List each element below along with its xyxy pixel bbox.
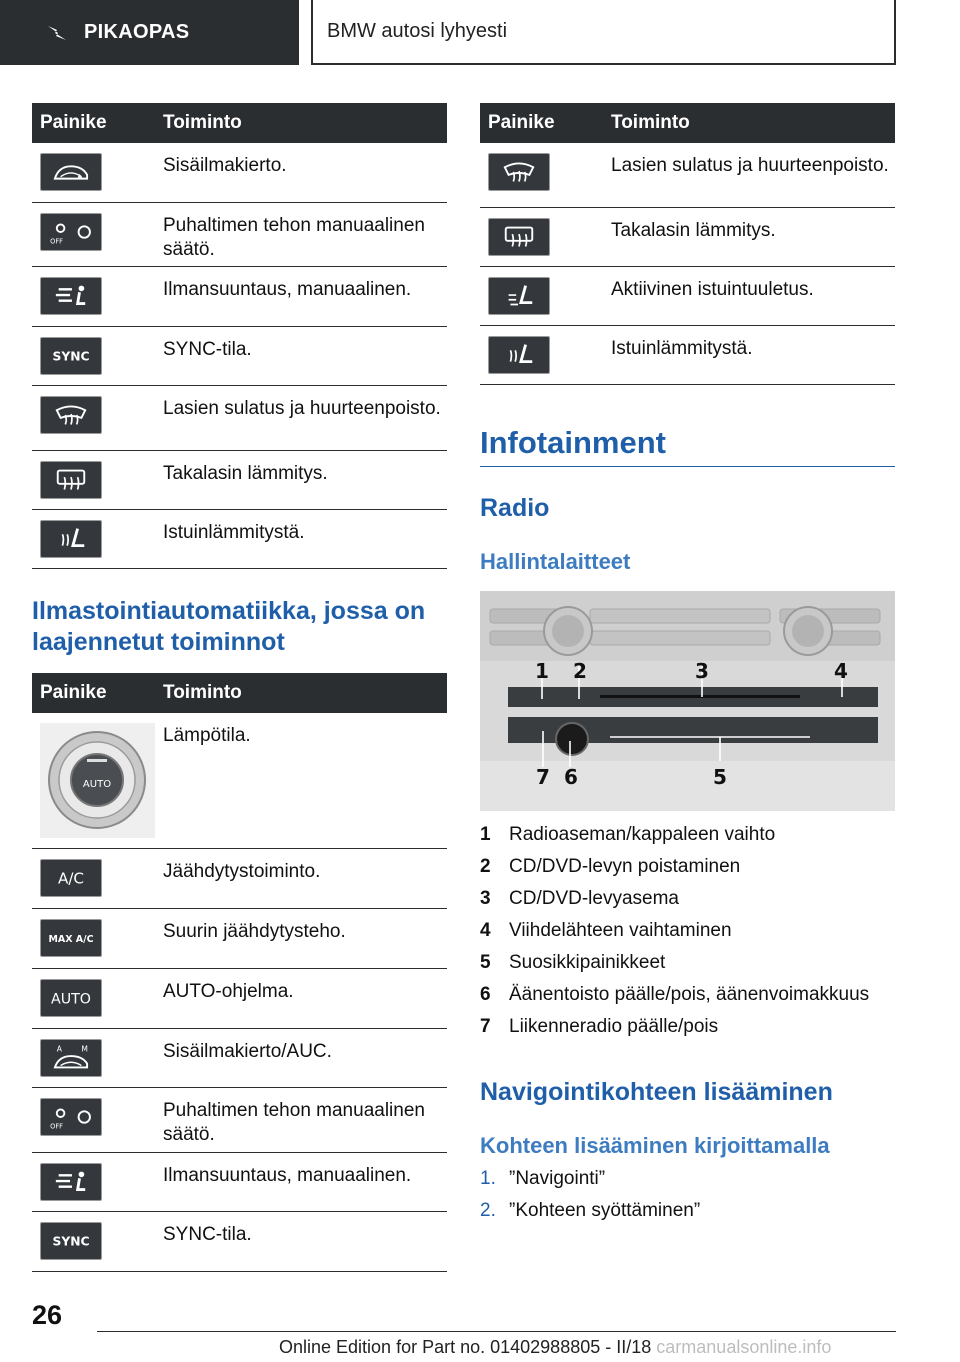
row-description: Istuinlämmitystä. xyxy=(611,338,753,359)
row-description: Sisäilmakierto. xyxy=(163,155,287,176)
climate-buttons-table-continued xyxy=(480,103,895,385)
row-description: Puhaltimen tehon manuaalinen säätö. xyxy=(163,215,425,260)
recirculation-auc-icon xyxy=(40,1039,102,1077)
heading-rule xyxy=(480,466,895,467)
row-description: Lämpötila. xyxy=(163,725,251,746)
column-header-button: Painike xyxy=(40,112,107,133)
table-row xyxy=(32,203,447,267)
radio-panel-photo xyxy=(480,591,895,811)
auto-button-icon xyxy=(40,979,102,1017)
svg-text:MAX A/C: MAX A/C xyxy=(48,933,94,945)
row-description: Lasien sulatus ja huurteenpoisto. xyxy=(611,155,889,176)
watermark: carmanualsonline.info xyxy=(656,1337,832,1357)
table-row xyxy=(32,451,447,510)
row-description: Takalasin lämmitys. xyxy=(163,463,328,484)
rear-window-heating-icon xyxy=(488,218,550,256)
callout-5: 5 xyxy=(713,765,727,789)
table-row xyxy=(32,969,447,1029)
svg-text:OFF: OFF xyxy=(50,1122,64,1131)
seat-ventilation-icon xyxy=(488,277,550,315)
recirculation-icon xyxy=(40,153,102,191)
table-row xyxy=(480,267,895,326)
table-row xyxy=(32,713,447,849)
row-description: Puhaltimen tehon manuaalinen säätö. xyxy=(163,1100,425,1145)
extended-climate-table xyxy=(32,673,447,1272)
seat-heating-icon xyxy=(488,336,550,374)
footer-edition xyxy=(279,1337,831,1358)
section-tab xyxy=(0,0,299,65)
row-description: SYNC-tila. xyxy=(163,1224,252,1245)
table-row xyxy=(32,1029,447,1088)
table-row xyxy=(32,327,447,386)
svg-text:SYNC: SYNC xyxy=(52,349,90,364)
svg-text:A/C: A/C xyxy=(57,869,85,888)
table-header xyxy=(32,103,447,143)
table-row xyxy=(480,143,895,208)
svg-text:A: A xyxy=(56,1044,62,1054)
row-description: Jäähdytystoiminto. xyxy=(163,861,321,882)
table-row xyxy=(32,1212,447,1272)
navigation-heading: Navigointikohteen lisääminen xyxy=(480,1078,833,1106)
svg-text:AUTO: AUTO xyxy=(82,779,112,790)
footer-rule xyxy=(97,1331,896,1332)
section-heading-climate: Ilmastointiautomatiikka, jossa on laajennetut toiminnot xyxy=(32,597,426,656)
rear-window-heating-icon xyxy=(40,461,102,499)
svg-text:M: M xyxy=(81,1044,88,1054)
row-description: Suurin jäähdytysteho. xyxy=(163,921,346,942)
svg-text:AUTO: AUTO xyxy=(51,991,91,1008)
callout-4: 4 xyxy=(834,659,848,683)
row-description: Lasien sulatus ja huurteenpoisto. xyxy=(163,398,441,419)
column-header-function: Toiminto xyxy=(611,112,690,133)
section-label: PIKAOPAS xyxy=(84,21,190,43)
callout-2: 2 xyxy=(573,659,587,683)
ac-button-icon xyxy=(40,859,102,897)
fan-speed-icon xyxy=(40,213,102,251)
max-ac-button-icon xyxy=(40,919,102,957)
table-row xyxy=(480,208,895,267)
column-header-button: Painike xyxy=(40,682,107,703)
radio-heading: Radio xyxy=(480,494,550,522)
radio-controls-illustration xyxy=(480,591,895,811)
row-description: Istuinlämmitystä. xyxy=(163,522,305,543)
row-description: Sisäilmakierto/AUC. xyxy=(163,1041,332,1062)
windshield-defrost-icon xyxy=(488,153,550,191)
seat-heating-icon xyxy=(40,520,102,558)
callout-3: 3 xyxy=(695,659,709,683)
table-row xyxy=(32,386,447,451)
row-description: Ilmansuuntaus, manuaalinen. xyxy=(163,1165,412,1186)
callout-1: 1 xyxy=(535,659,549,683)
windshield-defrost-icon xyxy=(40,396,102,434)
temperature-dial-icon xyxy=(40,723,155,838)
controls-heading: Hallintalaitteet xyxy=(480,549,631,574)
row-description: AUTO-ohjelma. xyxy=(163,981,294,1002)
infotainment-heading: Infotainment xyxy=(480,425,666,460)
column-header-button: Painike xyxy=(488,112,555,133)
table-header xyxy=(480,103,895,143)
lightning-bolt-icon xyxy=(44,20,70,46)
table-row xyxy=(32,849,447,909)
table-header xyxy=(32,673,447,713)
column-header-function: Toiminto xyxy=(163,112,242,133)
air-distribution-icon xyxy=(40,277,102,315)
navigation-subheading: Kohteen lisääminen kirjoittamalla xyxy=(480,1133,830,1158)
sync-button-icon xyxy=(40,1222,102,1260)
edition-text: Online Edition for Part no. 01402988805 - II/18 xyxy=(279,1337,652,1357)
callout-6: 6 xyxy=(564,765,578,789)
chapter-title: BMW autosi lyhyesti xyxy=(311,0,896,65)
sync-button-icon xyxy=(40,337,102,375)
row-description: Ilmansuuntaus, manuaalinen. xyxy=(163,279,412,300)
table-row xyxy=(32,510,447,569)
page-number: 26 xyxy=(32,1300,63,1330)
row-description: Aktiivinen istuintuuletus. xyxy=(611,279,814,300)
row-description: Takalasin lämmitys. xyxy=(611,220,776,241)
table-row xyxy=(32,1153,447,1212)
svg-text:SYNC: SYNC xyxy=(52,1234,90,1249)
column-header-function: Toiminto xyxy=(163,682,242,703)
table-row xyxy=(32,143,447,203)
climate-buttons-table xyxy=(32,103,447,569)
air-distribution-icon xyxy=(40,1163,102,1201)
callout-7: 7 xyxy=(536,765,550,789)
table-row xyxy=(32,1088,447,1153)
table-row xyxy=(32,909,447,969)
row-description: SYNC-tila. xyxy=(163,339,252,360)
fan-speed-icon xyxy=(40,1098,102,1136)
table-row xyxy=(480,326,895,385)
table-row xyxy=(32,267,447,327)
svg-text:OFF: OFF xyxy=(50,237,64,246)
